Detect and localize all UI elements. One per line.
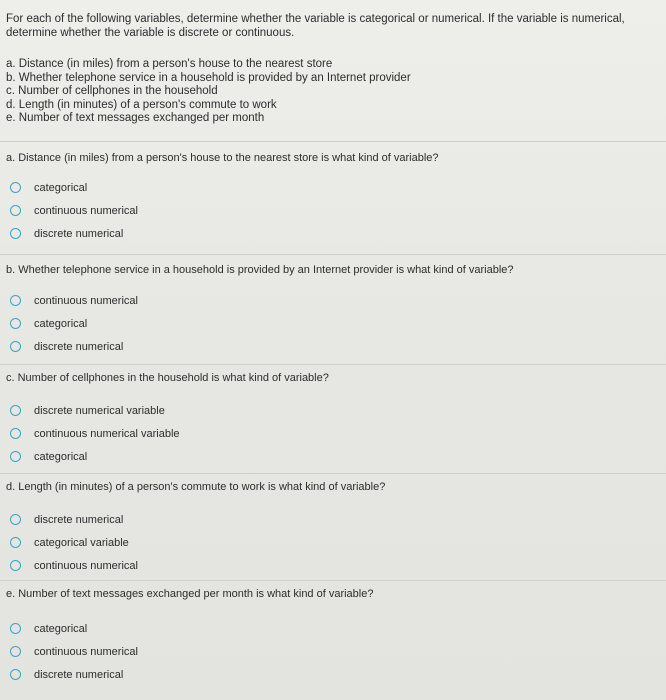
question-d-option-1[interactable] (10, 508, 138, 531)
question-b-option-1[interactable] (10, 289, 138, 312)
option-label: discrete numerical (34, 340, 124, 353)
question-e-option-1[interactable] (10, 617, 138, 640)
divider (0, 364, 666, 365)
divider (0, 254, 666, 255)
question-c-prompt: c. Number of cellphones in the household is what kind of variable? (6, 372, 329, 384)
question-a-option-3[interactable] (10, 222, 138, 245)
divider (0, 141, 666, 142)
radio-button-icon[interactable] (10, 205, 21, 216)
divider (0, 473, 666, 474)
radio-button-icon[interactable] (10, 405, 21, 416)
radio-button-icon[interactable] (10, 182, 21, 193)
question-b-options (10, 289, 138, 358)
radio-button-icon[interactable] (10, 669, 21, 680)
variable-list-item: b. Whether telephone service in a household is provided by an Internet provider (6, 71, 411, 84)
radio-button-icon[interactable] (10, 228, 21, 239)
question-c-option-3[interactable] (10, 445, 180, 468)
variable-list (6, 58, 411, 126)
variable-list-item: e. Number of text messages exchanged per month (6, 112, 265, 124)
option-label: discrete numerical variable (34, 404, 165, 417)
radio-button-icon[interactable] (10, 318, 21, 329)
question-d-option-3[interactable] (10, 554, 138, 577)
option-label: continuous numerical (34, 645, 138, 658)
instructions (6, 12, 660, 40)
radio-button-icon[interactable] (10, 560, 21, 571)
instructions-line-1: For each of the following variables, determine whether the variable is categorical or numerical. If the variable is numerical, (6, 13, 625, 25)
divider (0, 580, 666, 581)
question-a-options (10, 176, 138, 245)
variable-list-item: c. Number of cellphones in the household (6, 85, 218, 97)
option-label: categorical variable (34, 536, 129, 549)
question-b-prompt: b. Whether telephone service in a household is provided by an Internet provider is what kind of variable? (6, 264, 514, 276)
question-c-option-2[interactable] (10, 422, 180, 445)
radio-button-icon[interactable] (10, 428, 21, 439)
question-e-option-2[interactable] (10, 640, 138, 663)
radio-button-icon[interactable] (10, 514, 21, 525)
question-a-option-1[interactable] (10, 176, 138, 199)
radio-button-icon[interactable] (10, 295, 21, 306)
option-label: continuous numerical (34, 559, 138, 572)
radio-button-icon[interactable] (10, 646, 21, 657)
option-label: categorical (34, 622, 88, 635)
question-b-option-2[interactable] (10, 312, 138, 335)
question-e-option-3[interactable] (10, 663, 138, 686)
question-e-options (10, 617, 138, 686)
option-label: categorical (34, 317, 88, 330)
question-d-prompt: d. Length (in minutes) of a person's commute to work is what kind of variable? (6, 481, 386, 493)
radio-button-icon[interactable] (10, 537, 21, 548)
question-a-prompt: a. Distance (in miles) from a person's house to the nearest store is what kind of variable? (6, 152, 439, 164)
radio-button-icon[interactable] (10, 623, 21, 634)
question-d-options (10, 508, 138, 577)
question-d-option-2[interactable] (10, 531, 138, 554)
radio-button-icon[interactable] (10, 341, 21, 352)
option-label: discrete numerical (34, 513, 124, 526)
option-label: continuous numerical variable (34, 427, 180, 440)
variable-list-item: d. Length (in minutes) of a person's commute to work (6, 98, 277, 111)
option-label: categorical (34, 181, 88, 194)
question-b-option-3[interactable] (10, 335, 138, 358)
option-label: categorical (34, 450, 88, 463)
option-label: continuous numerical (34, 294, 138, 307)
option-label: discrete numerical (34, 227, 124, 240)
instructions-line-2: determine whether the variable is discrete or continuous. (6, 27, 295, 39)
option-label: discrete numerical (34, 668, 124, 681)
option-label: continuous numerical (34, 204, 138, 217)
question-a-option-2[interactable] (10, 199, 138, 222)
radio-button-icon[interactable] (10, 451, 21, 462)
question-c-option-1[interactable] (10, 399, 180, 422)
question-e-prompt: e. Number of text messages exchanged per month is what kind of variable? (6, 588, 374, 600)
question-c-options (10, 399, 180, 468)
variable-list-item: a. Distance (in miles) from a person's house to the nearest store (6, 58, 333, 70)
